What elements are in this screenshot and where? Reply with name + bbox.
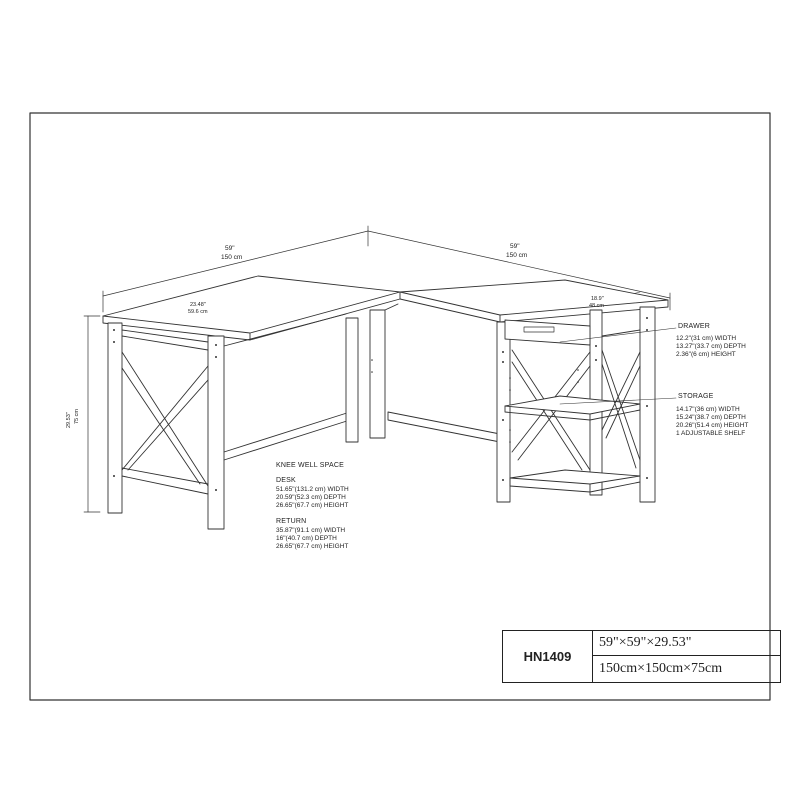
desk-width-cm: 150 cm	[221, 254, 243, 261]
knee-return-title: RETURN	[276, 518, 307, 525]
sheet-frame	[30, 113, 770, 700]
storage-spec-2: 15.24"(38.7 cm) DEPTH	[676, 414, 746, 421]
knee-desk-spec-2: 20.59"(52.3 cm) DEPTH	[276, 494, 346, 501]
drawer-title: DRAWER	[678, 323, 711, 330]
knee-desk-spec-3: 26.65"(67.7 cm) HEIGHT	[276, 502, 349, 509]
model-info-box	[502, 630, 781, 683]
desk-depth-in: 23.48"	[190, 302, 206, 308]
drawer-spec-3: 2.36"(6 cm) HEIGHT	[676, 351, 736, 358]
storage-spec-1: 14.17"(36 cm) WIDTH	[676, 406, 740, 413]
knee-return-spec-2: 16"(40.7 cm) DEPTH	[276, 535, 337, 542]
knee-return-spec-3: 26.65"(67.7 cm) HEIGHT	[276, 543, 349, 550]
model-code: HN1409	[503, 631, 593, 682]
model-dimensions-inches: 59"×59"×29.53"	[593, 631, 780, 656]
return-width-in: 59"	[510, 243, 520, 250]
knee-desk-spec-1: 51.65"(131.2 cm) WIDTH	[276, 486, 349, 493]
return-width-cm: 150 cm	[506, 252, 528, 259]
model-dimensions-cm: 150cm×150cm×75cm	[599, 661, 723, 676]
knee-return-spec-1: 35.87"(91.1 cm) WIDTH	[276, 527, 346, 534]
storage-spec-3: 20.26"(51.4 cm) HEIGHT	[676, 422, 749, 429]
return-pedestal	[497, 307, 655, 502]
height-cm: 75 cm	[74, 409, 80, 424]
desk-width-in: 59"	[225, 245, 235, 252]
drawer-spec-2: 13.27"(33.7 cm) DEPTH	[676, 343, 746, 350]
return-depth-in: 18.9"	[591, 296, 604, 302]
knee-desk-title: DESK	[276, 477, 296, 484]
drawer-spec-1: 12.2"(31 cm) WIDTH	[676, 335, 737, 342]
return-top	[400, 280, 668, 322]
return-depth-cm: 48 cm	[589, 303, 604, 309]
storage-spec-4: 1 ADJUSTABLE SHELF	[676, 430, 746, 437]
height-in: 29.53"	[66, 412, 72, 428]
knee-well-title: KNEE WELL SPACE	[276, 462, 344, 469]
storage-title: STORAGE	[678, 393, 714, 400]
desk-depth-cm: 59.6 cm	[188, 309, 208, 315]
